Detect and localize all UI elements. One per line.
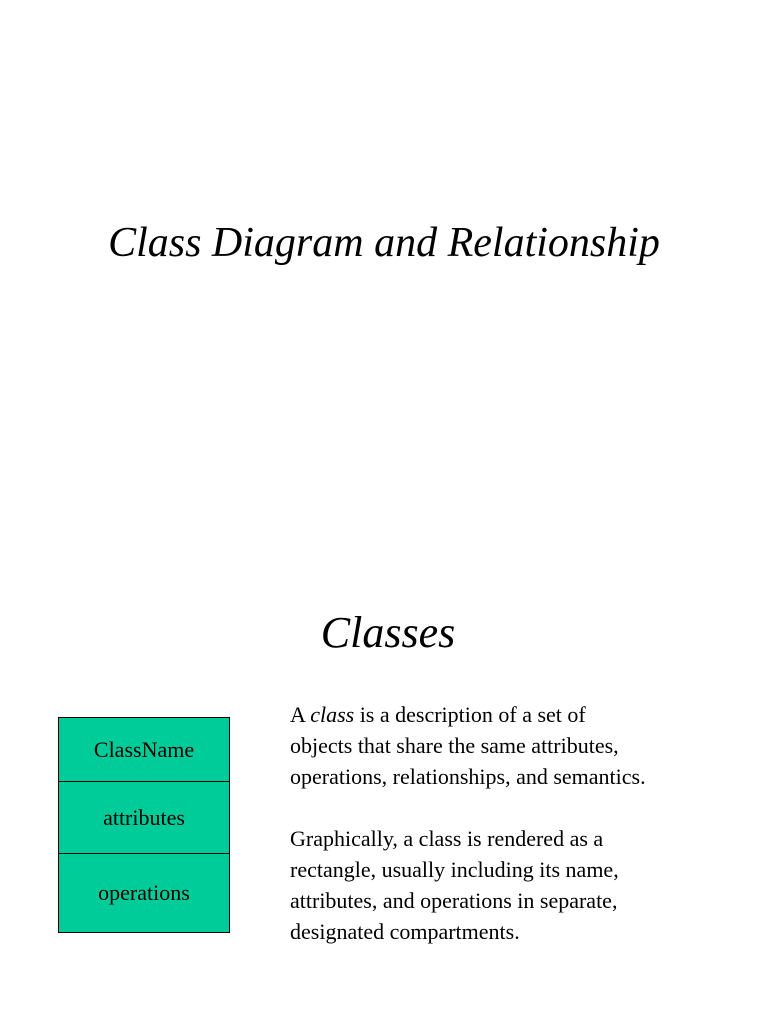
- definition-lead: A: [290, 702, 311, 727]
- rendering-line-3: attributes, and operations in separate,: [290, 888, 618, 913]
- definition-line-1: is a description of a set of: [354, 702, 586, 727]
- rendering-paragraph: [290, 823, 750, 947]
- section-heading: Classes: [320, 608, 456, 657]
- rendering-line-2: rectangle, usually including its name,: [290, 857, 619, 882]
- definition-line-2: objects that share the same attributes,: [290, 733, 619, 758]
- rendering-line-4: designated compartments.: [290, 919, 520, 944]
- emphasized-term: class: [310, 702, 355, 727]
- uml-class-box: [58, 717, 230, 933]
- description-text: [290, 699, 750, 947]
- slide-title: Class Diagram and Relationship: [108, 220, 660, 266]
- definition-paragraph: [290, 699, 750, 792]
- class-attributes-compartment: attributes: [59, 782, 229, 854]
- rendering-line-1: Graphically, a class is rendered as a: [290, 826, 604, 851]
- definition-line-3: operations, relationships, and semantics.: [290, 764, 646, 789]
- class-operations-compartment: operations: [98, 880, 190, 905]
- class-name-compartment: ClassName: [59, 718, 229, 782]
